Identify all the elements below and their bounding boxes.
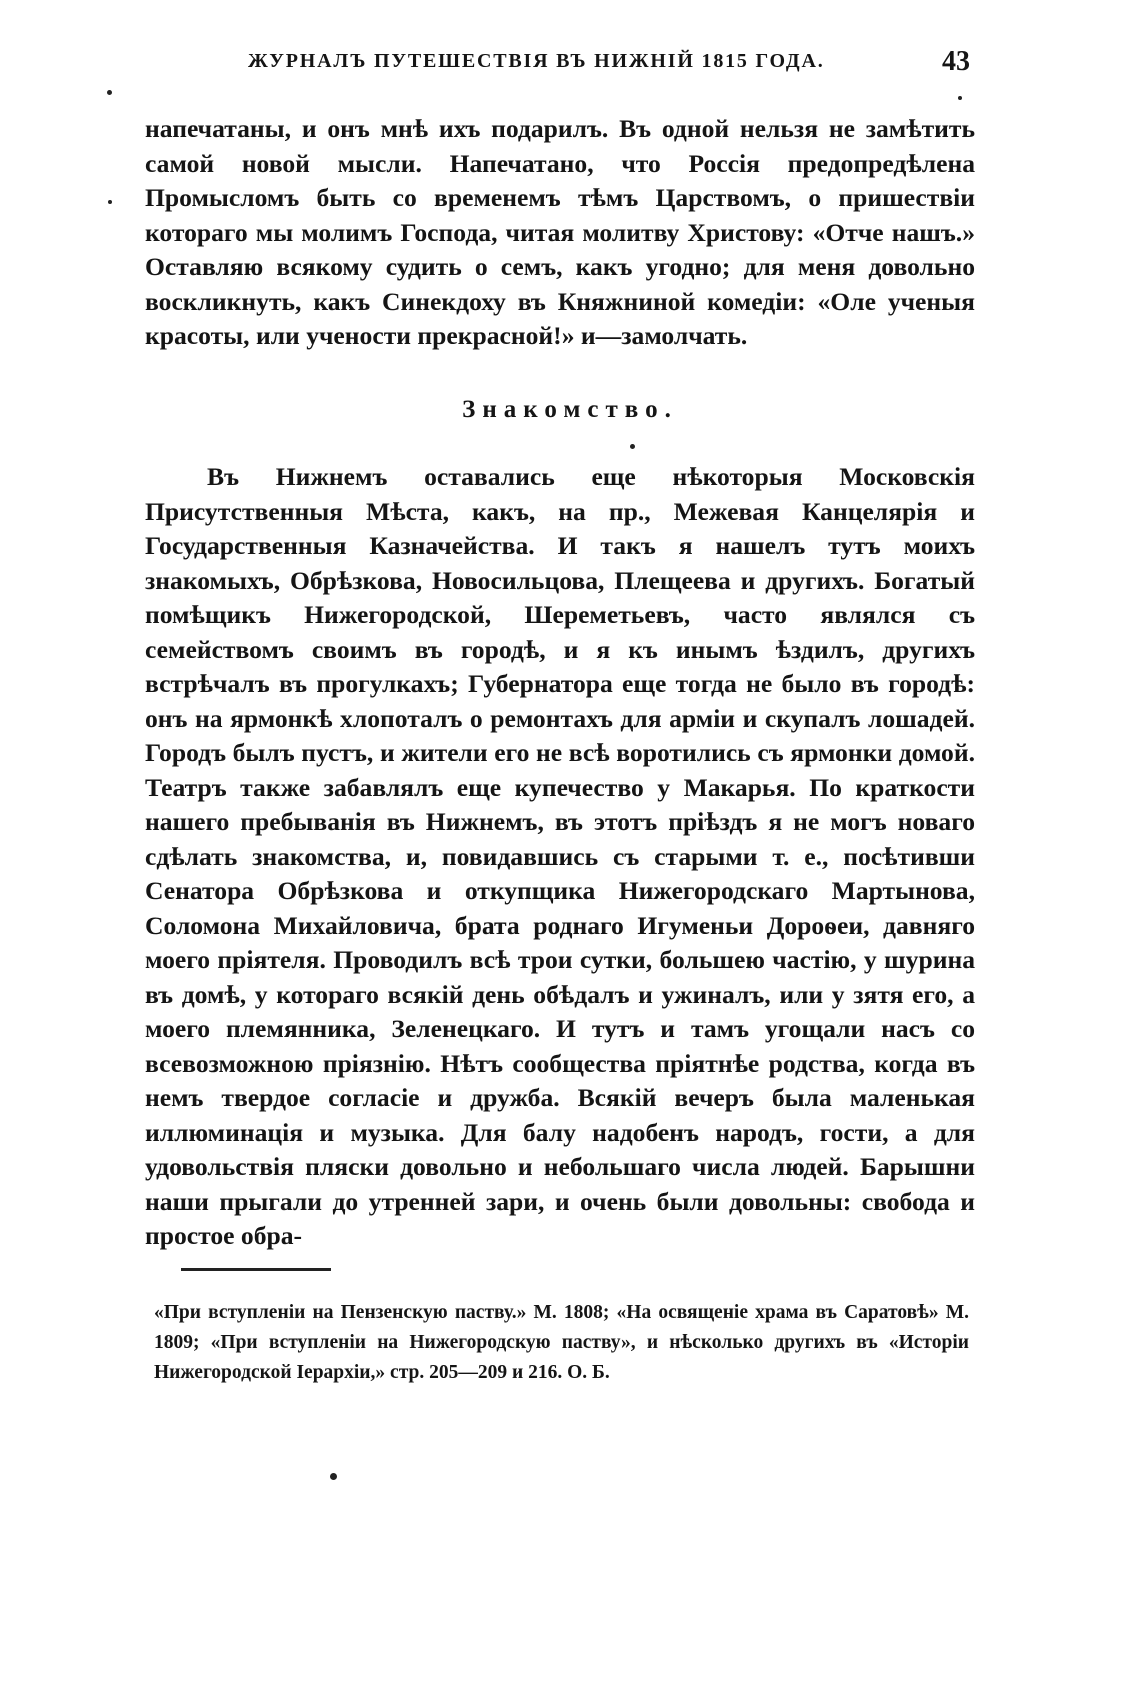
paragraph-top: напечатаны, и онъ мнѣ ихъ подарилъ. Въ одной нельзя не замѣтить самой новой мысли. Напечатано, что Россія предопредѣлена Промысломъ быть со временемъ тѣмъ Царствомъ, о пришествіи котораго мы молимъ Господа, читая молитву Христову: «Отче нашъ.» Оставляю всякому судить о семъ, какъ угодно; для меня довольно воскликнуть, какъ Синекдоху въ Княжниной комедіи: «Оле ученыя красоты, или учености прекрасной!» и—замолчать. — [145, 114, 975, 350]
print-speck — [958, 96, 962, 100]
print-speck — [330, 1473, 337, 1480]
running-title: ЖУРНАЛЪ ПУТЕШЕСТВІЯ ВЪ НИЖНІЙ 1815 ГОДА. — [248, 50, 825, 72]
paragraph-main: Въ Нижнемъ оставались еще нѣкоторыя Московскія Присутственныя Мѣста, какъ, на пр., Межевая Канцелярія и Государственныя Казначейства. И такъ я нашелъ тутъ моихъ знакомыхъ, Обрѣзкова, Новосильцова, Плещеева и другихъ. Богатый помѣщикъ Нижегородской, Шереметьевъ, часто являлся съ семействомъ своимъ въ городѣ, и я къ инымъ ѣздилъ, другихъ встрѣчалъ въ прогулкахъ; Губернатора еще тогда не было въ городѣ: онъ на ярмонкѣ хлопоталъ о ремонтахъ для арміи и скупалъ лошадей. Городъ былъ пустъ, и жители его не всѣ воротились съ ярмонки домой. Театръ также забавлялъ еще купечество у Макарья. По краткости нашего пребыванія въ Нижнемъ, въ этотъ пріѣздъ я не могъ новаго сдѣлать знакомства, и, повидавшись съ старыми т. е., посѣтивши Сенатора Обрѣзкова и откупщика Нижегородскаго Мартынова, Соломона Михайловича, брата роднаго Игуменьи Дороѳеи, давняго моего пріятеля. Проводилъ всѣ трои сутки, большею частію, у шурина въ домѣ, у котораго всякій день обѣдалъ и ужиналъ, или у зятя его, а моего племянника, Зеленецкаго. И тутъ и тамъ угощали насъ со всевозможною пріязнію. Нѣтъ сообщества пріятнѣе родства, когда въ немъ твердое согласіе и дружба. Всякій вечеръ была маленькая иллюминація и музыка. Для балу надобенъ народъ, гости, а для удовольствія пляски довольно и небольшаго числа людей. Барышни наши прыгали до утренней зари, и очень были довольны: свобода и простое обра- — [145, 462, 975, 1250]
print-speck — [630, 444, 635, 449]
print-speck — [107, 90, 112, 95]
section-heading: Знакомство. — [462, 396, 678, 423]
running-head — [230, 46, 970, 84]
print-speck — [108, 200, 112, 204]
footnote: «При вступленіи на Пензенскую паству.» М. 1808; «На освященіе храма въ Саратовѣ» М. 1809; «При вступленіи на Нижегородскую паству», и нѣсколько другихъ въ «Исторіи Нижегородской Іерархіи,» стр. 205—209 и 216. О. Б. — [154, 1302, 969, 1383]
footnote-rule — [181, 1268, 331, 1271]
page-number: 43 — [942, 46, 970, 77]
